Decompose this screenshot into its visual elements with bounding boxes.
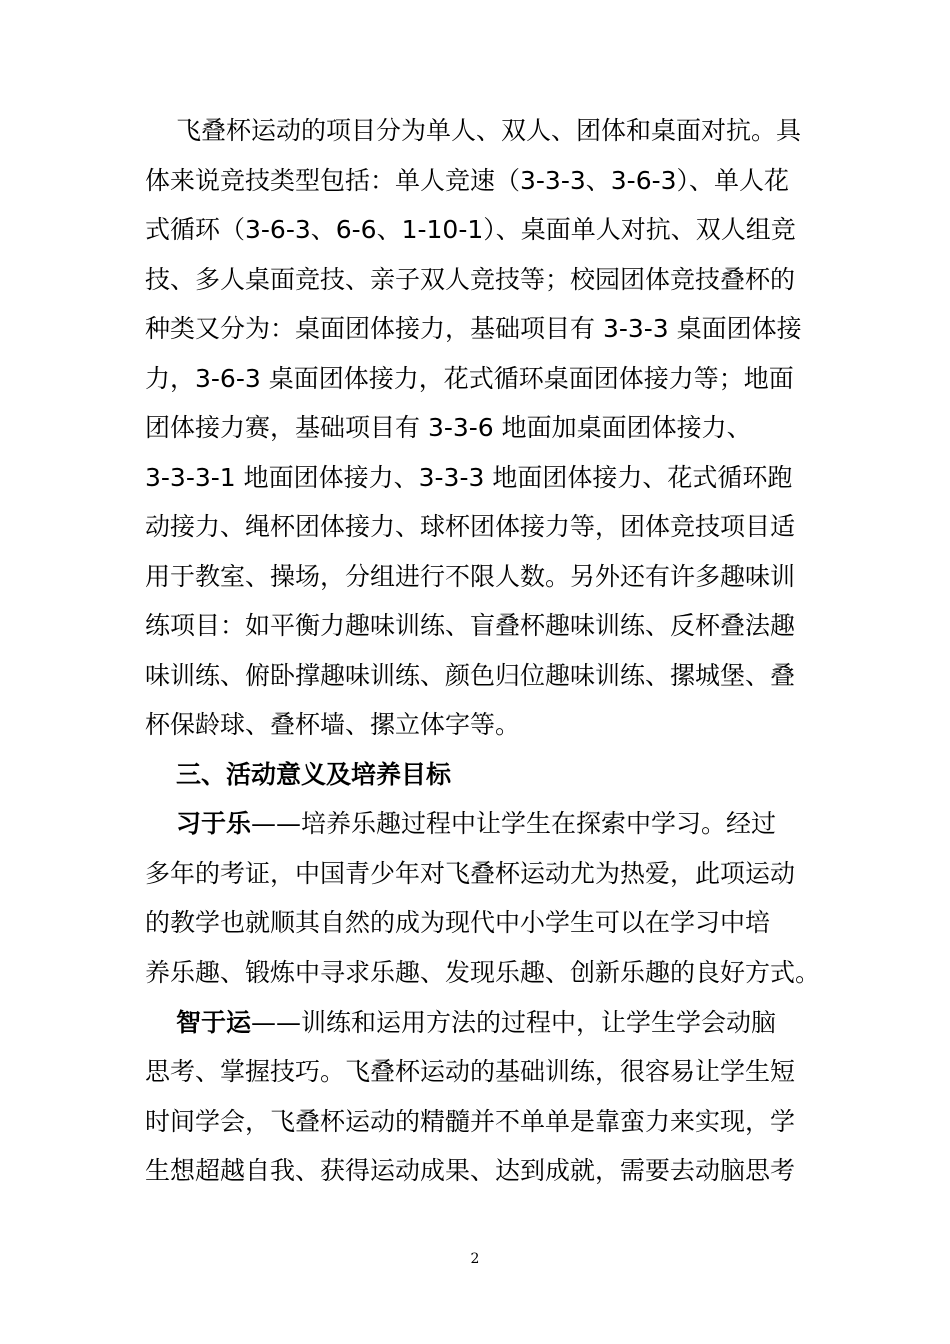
paragraph-line: 味训练、俯卧撑趣味训练、颜色归位趣味训练、摞城堡、叠 bbox=[145, 661, 796, 690]
paragraph-line: 动接力、绳杯团体接力、球杯团体接力等，团体竞技项目适 bbox=[145, 512, 796, 541]
page-number: 2 bbox=[470, 1251, 480, 1267]
paragraph-line: 3-3-3-1 地面团体接力、3-3-3 地面团体接力、花式循环跑 bbox=[145, 463, 793, 492]
paragraph-line: 飞叠杯运动的项目分为单人、双人、团体和桌面对抗。具 bbox=[176, 116, 802, 145]
paragraph-line: 力，3-6-3 桌面团体接力，花式循环桌面团体接力等；地面 bbox=[145, 364, 794, 393]
paragraph-line: 多年的考证，中国青少年对飞叠杯运动尤为热爱，此项运动 bbox=[145, 859, 796, 888]
paragraph-line: 练项目：如平衡力趣味训练、盲叠杯趣味训练、反杯叠法趣 bbox=[145, 611, 796, 640]
paragraph-line: 用于教室、操场，分组进行不限人数。另外还有许多趣味训 bbox=[145, 562, 796, 591]
paragraph-line: 养乐趣、锻炼中寻求乐趣、发现乐趣、创新乐趣的良好方式。 bbox=[145, 958, 821, 987]
paragraph-line: 时间学会，飞叠杯运动的精髓并不单单是靠蛮力来实现，学 bbox=[145, 1107, 796, 1136]
paragraph-line: 思考、掌握技巧。飞叠杯运动的基础训练，很容易让学生短 bbox=[145, 1057, 796, 1086]
paragraph-text: ——培养乐趣过程中让学生在探索中学习。经过 bbox=[251, 809, 777, 838]
paragraph-line: 技、多人桌面竞技、亲子双人竞技等；校园团体竞技叠杯的 bbox=[145, 265, 796, 294]
paragraph-line bbox=[176, 807, 776, 841]
paragraph-text: ——训练和运用方法的过程中，让学生学会动脑 bbox=[251, 1008, 777, 1037]
paragraph-line: 的教学也就顺其自然的成为现代中小学生可以在学习中培 bbox=[145, 908, 771, 937]
paragraph-line: 体来说竞技类型包括：单人竞速（3-3-3、3-6-3）、单人花 bbox=[145, 166, 790, 195]
paragraph-lead: 习于乐 bbox=[176, 809, 252, 838]
paragraph-line: 种类又分为：桌面团体接力，基础项目有 3-3-3 桌面团体接 bbox=[145, 314, 802, 343]
paragraph-line: 团体接力赛，基础项目有 3-3-6 地面加桌面团体接力、 bbox=[145, 413, 752, 442]
paragraph-line bbox=[176, 1006, 776, 1040]
paragraph-line: 生想超越自我、获得运动成果、达到成就，需要去动脑思考 bbox=[145, 1156, 796, 1185]
section-heading: 三、活动意义及培养目标 bbox=[176, 760, 452, 789]
paragraph-lead: 智于运 bbox=[176, 1008, 252, 1037]
paragraph-line: 杯保龄球、叠杯墙、摞立体字等。 bbox=[145, 710, 521, 739]
paragraph-line: 式循环（3-6-3、6-6、1-10-1）、桌面单人对抗、双人组竞 bbox=[145, 215, 796, 244]
